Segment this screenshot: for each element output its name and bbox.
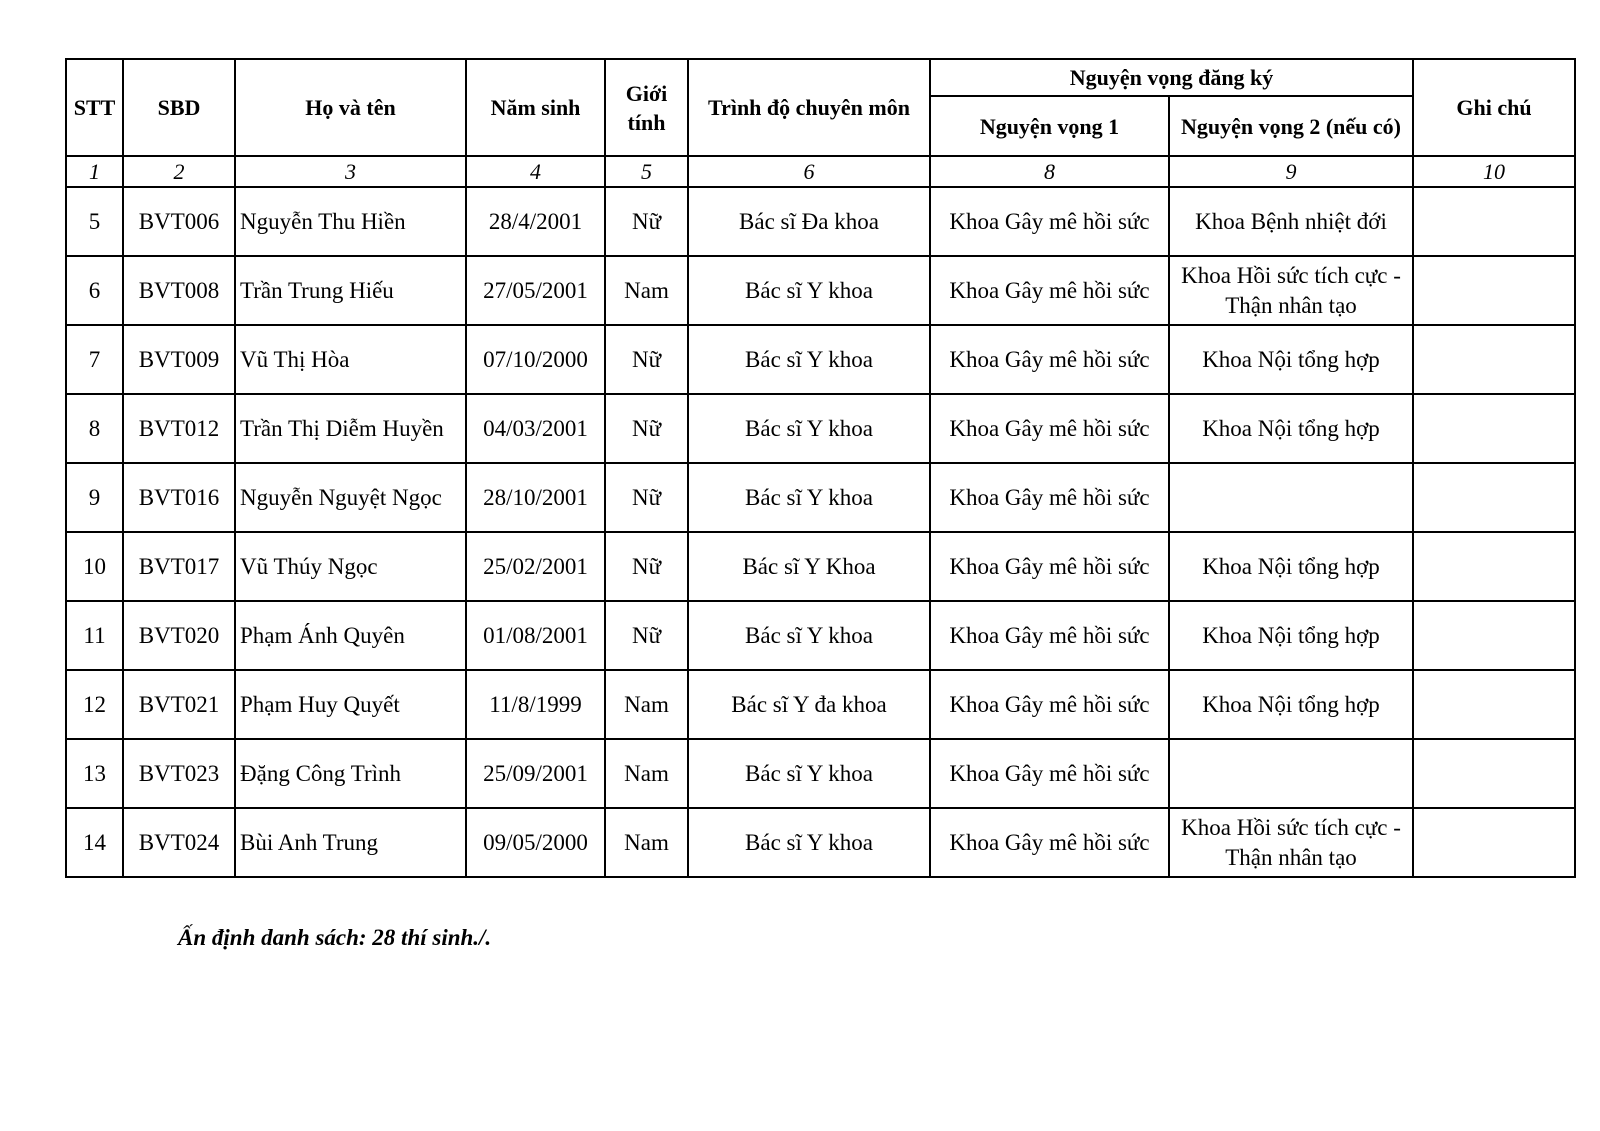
list-total-note: Ấn định danh sách: 28 thí sinh./. bbox=[178, 925, 492, 950]
cell-stt: 6 bbox=[66, 256, 123, 325]
cell-gender: Nam bbox=[605, 670, 688, 739]
cell-gender: Nữ bbox=[605, 394, 688, 463]
cell-sbd: BVT021 bbox=[123, 670, 235, 739]
cell-nv1: Khoa Gây mê hồi sức bbox=[930, 670, 1169, 739]
cell-nv2: Khoa Bệnh nhiệt đới bbox=[1169, 187, 1413, 256]
cell-degree: Bác sĩ Y khoa bbox=[688, 394, 930, 463]
column-index: 2 bbox=[123, 156, 235, 187]
cell-note bbox=[1413, 808, 1575, 877]
cell-gender: Nữ bbox=[605, 187, 688, 256]
cell-note bbox=[1413, 532, 1575, 601]
cell-name: Bùi Anh Trung bbox=[235, 808, 466, 877]
cell-name: Vũ Thúy Ngọc bbox=[235, 532, 466, 601]
table-row bbox=[66, 808, 1575, 877]
cell-gender: Nữ bbox=[605, 325, 688, 394]
cell-degree: Bác sĩ Y khoa bbox=[688, 325, 930, 394]
cell-nv2: Khoa Hồi sức tích cực - Thận nhân tạo bbox=[1169, 808, 1413, 877]
table-body bbox=[66, 187, 1575, 877]
cell-nv2 bbox=[1169, 463, 1413, 532]
cell-stt: 5 bbox=[66, 187, 123, 256]
cell-note bbox=[1413, 739, 1575, 808]
cell-sbd: BVT020 bbox=[123, 601, 235, 670]
cell-nv2: Khoa Hồi sức tích cực - Thận nhân tạo bbox=[1169, 256, 1413, 325]
cell-sbd: BVT024 bbox=[123, 808, 235, 877]
column-index: 3 bbox=[235, 156, 466, 187]
column-index: 1 bbox=[66, 156, 123, 187]
cell-sbd: BVT012 bbox=[123, 394, 235, 463]
cell-dob: 09/05/2000 bbox=[466, 808, 605, 877]
column-index-row bbox=[66, 156, 1575, 187]
col-header-degree: Trình độ chuyên môn bbox=[688, 59, 930, 156]
cell-note bbox=[1413, 463, 1575, 532]
column-index: 6 bbox=[688, 156, 930, 187]
table-row bbox=[66, 394, 1575, 463]
cell-stt: 8 bbox=[66, 394, 123, 463]
cell-dob: 25/02/2001 bbox=[466, 532, 605, 601]
cell-nv1: Khoa Gây mê hồi sức bbox=[930, 808, 1169, 877]
cell-note bbox=[1413, 670, 1575, 739]
cell-name: Nguyễn Thu Hiền bbox=[235, 187, 466, 256]
cell-stt: 14 bbox=[66, 808, 123, 877]
cell-nv2: Khoa Nội tổng hợp bbox=[1169, 325, 1413, 394]
cell-name: Phạm Ánh Quyên bbox=[235, 601, 466, 670]
cell-stt: 11 bbox=[66, 601, 123, 670]
cell-name: Vũ Thị Hòa bbox=[235, 325, 466, 394]
table-row bbox=[66, 325, 1575, 394]
cell-sbd: BVT009 bbox=[123, 325, 235, 394]
col-header-stt: STT bbox=[66, 59, 123, 156]
column-index: 4 bbox=[466, 156, 605, 187]
cell-degree: Bác sĩ Y khoa bbox=[688, 256, 930, 325]
candidate-table bbox=[65, 58, 1576, 878]
table-row bbox=[66, 187, 1575, 256]
col-header-dob: Năm sinh bbox=[466, 59, 605, 156]
table-row bbox=[66, 739, 1575, 808]
col-header-aspiration-group: Nguyện vọng đăng ký bbox=[930, 59, 1413, 96]
cell-nv1: Khoa Gây mê hồi sức bbox=[930, 325, 1169, 394]
cell-degree: Bác sĩ Y khoa bbox=[688, 601, 930, 670]
cell-name: Nguyễn Nguyệt Ngọc bbox=[235, 463, 466, 532]
col-header-name: Họ và tên bbox=[235, 59, 466, 156]
table-row bbox=[66, 463, 1575, 532]
cell-degree: Bác sĩ Y khoa bbox=[688, 739, 930, 808]
cell-nv2: Khoa Nội tổng hợp bbox=[1169, 601, 1413, 670]
col-header-gender: Giới tính bbox=[605, 59, 688, 156]
cell-dob: 25/09/2001 bbox=[466, 739, 605, 808]
cell-degree: Bác sĩ Y đa khoa bbox=[688, 670, 930, 739]
column-index: 10 bbox=[1413, 156, 1575, 187]
cell-note bbox=[1413, 601, 1575, 670]
cell-dob: 04/03/2001 bbox=[466, 394, 605, 463]
cell-degree: Bác sĩ Y Khoa bbox=[688, 532, 930, 601]
cell-dob: 07/10/2000 bbox=[466, 325, 605, 394]
cell-sbd: BVT016 bbox=[123, 463, 235, 532]
cell-dob: 01/08/2001 bbox=[466, 601, 605, 670]
cell-nv2: Khoa Nội tổng hợp bbox=[1169, 670, 1413, 739]
column-index: 9 bbox=[1169, 156, 1413, 187]
cell-nv2: Khoa Nội tổng hợp bbox=[1169, 532, 1413, 601]
cell-stt: 10 bbox=[66, 532, 123, 601]
cell-degree: Bác sĩ Y khoa bbox=[688, 463, 930, 532]
cell-stt: 7 bbox=[66, 325, 123, 394]
table-row bbox=[66, 601, 1575, 670]
cell-gender: Nam bbox=[605, 739, 688, 808]
cell-dob: 27/05/2001 bbox=[466, 256, 605, 325]
cell-name: Trần Trung Hiếu bbox=[235, 256, 466, 325]
cell-note bbox=[1413, 256, 1575, 325]
cell-degree: Bác sĩ Đa khoa bbox=[688, 187, 930, 256]
table-row bbox=[66, 670, 1575, 739]
cell-gender: Nam bbox=[605, 256, 688, 325]
cell-gender: Nữ bbox=[605, 601, 688, 670]
cell-dob: 11/8/1999 bbox=[466, 670, 605, 739]
cell-nv1: Khoa Gây mê hồi sức bbox=[930, 532, 1169, 601]
cell-degree: Bác sĩ Y khoa bbox=[688, 808, 930, 877]
cell-gender: Nam bbox=[605, 808, 688, 877]
cell-stt: 12 bbox=[66, 670, 123, 739]
cell-sbd: BVT008 bbox=[123, 256, 235, 325]
column-index: 5 bbox=[605, 156, 688, 187]
cell-nv1: Khoa Gây mê hồi sức bbox=[930, 394, 1169, 463]
cell-nv1: Khoa Gây mê hồi sức bbox=[930, 256, 1169, 325]
cell-sbd: BVT023 bbox=[123, 739, 235, 808]
cell-stt: 9 bbox=[66, 463, 123, 532]
col-header-nv2: Nguyện vọng 2 (nếu có) bbox=[1169, 96, 1413, 156]
cell-dob: 28/4/2001 bbox=[466, 187, 605, 256]
cell-note bbox=[1413, 325, 1575, 394]
col-header-sbd: SBD bbox=[123, 59, 235, 156]
cell-dob: 28/10/2001 bbox=[466, 463, 605, 532]
cell-name: Phạm Huy Quyết bbox=[235, 670, 466, 739]
column-index: 8 bbox=[930, 156, 1169, 187]
cell-nv1: Khoa Gây mê hồi sức bbox=[930, 463, 1169, 532]
cell-nv2 bbox=[1169, 739, 1413, 808]
cell-nv1: Khoa Gây mê hồi sức bbox=[930, 739, 1169, 808]
cell-name: Đặng Công Trình bbox=[235, 739, 466, 808]
cell-stt: 13 bbox=[66, 739, 123, 808]
cell-sbd: BVT006 bbox=[123, 187, 235, 256]
cell-nv1: Khoa Gây mê hồi sức bbox=[930, 601, 1169, 670]
table-row bbox=[66, 532, 1575, 601]
cell-sbd: BVT017 bbox=[123, 532, 235, 601]
table-row bbox=[66, 256, 1575, 325]
cell-nv2: Khoa Nội tổng hợp bbox=[1169, 394, 1413, 463]
col-header-nv1: Nguyện vọng 1 bbox=[930, 96, 1169, 156]
cell-nv1: Khoa Gây mê hồi sức bbox=[930, 187, 1169, 256]
header-row-1 bbox=[66, 59, 1575, 96]
cell-note bbox=[1413, 394, 1575, 463]
cell-gender: Nữ bbox=[605, 463, 688, 532]
col-header-note: Ghi chú bbox=[1413, 59, 1575, 156]
cell-gender: Nữ bbox=[605, 532, 688, 601]
cell-name: Trần Thị Diễm Huyền bbox=[235, 394, 466, 463]
cell-note bbox=[1413, 187, 1575, 256]
